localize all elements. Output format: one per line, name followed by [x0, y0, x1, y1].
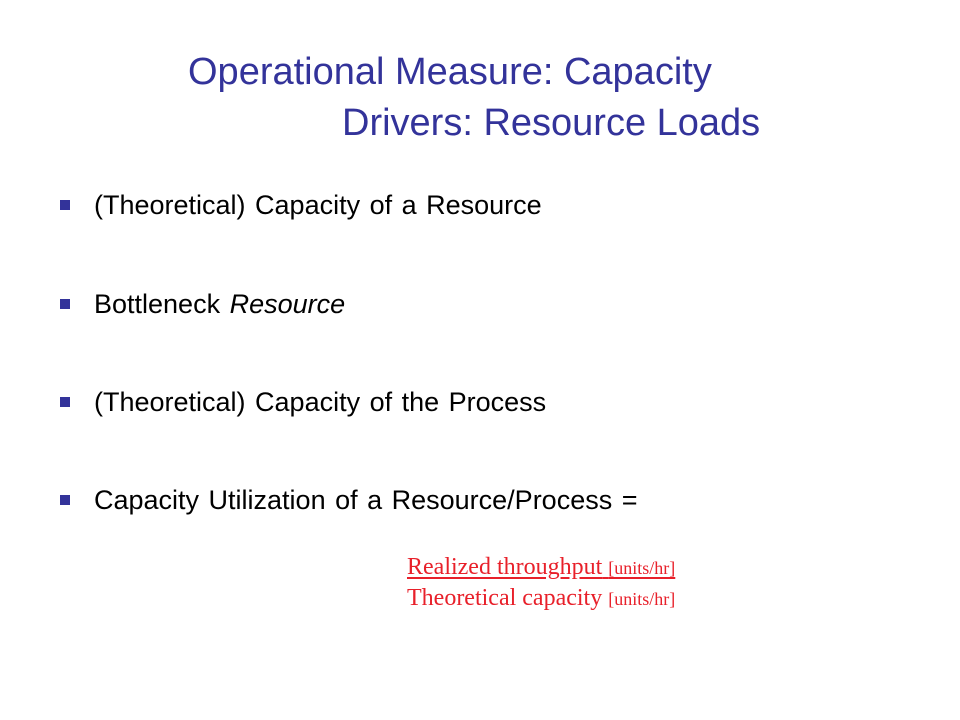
formula-denominator-text: Theoretical capacity — [407, 585, 603, 611]
square-bullet-icon — [60, 299, 70, 309]
square-bullet-icon — [60, 200, 70, 210]
square-bullet-icon — [60, 495, 70, 505]
formula-numerator — [407, 552, 675, 583]
bullet-item — [60, 385, 546, 419]
formula-denominator-unit: [units/hr] — [608, 589, 676, 609]
bullet-item — [60, 188, 542, 222]
bullet-text-emphasis: Resource — [229, 289, 346, 319]
bullet-text-prefix: Bottleneck — [94, 289, 230, 319]
bullet-item — [60, 483, 638, 517]
bullet-text — [94, 287, 345, 321]
formula-denominator — [407, 583, 675, 614]
bullet-text: (Theoretical) Capacity of a Resource — [94, 190, 542, 220]
formula-numerator-text: Realized throughput — [407, 554, 603, 580]
slide-title-line-1: Operational Measure: Capacity — [188, 51, 712, 93]
bullet-item — [60, 287, 345, 321]
slide-title-line-2: Drivers: Resource Loads — [342, 102, 761, 144]
square-bullet-icon — [60, 397, 70, 407]
utilization-formula — [407, 552, 675, 614]
bullet-text: (Theoretical) Capacity of the Process — [94, 387, 547, 417]
bullet-text: Capacity Utilization of a Resource/Process = — [94, 485, 638, 515]
formula-numerator-unit: [units/hr] — [608, 558, 676, 578]
